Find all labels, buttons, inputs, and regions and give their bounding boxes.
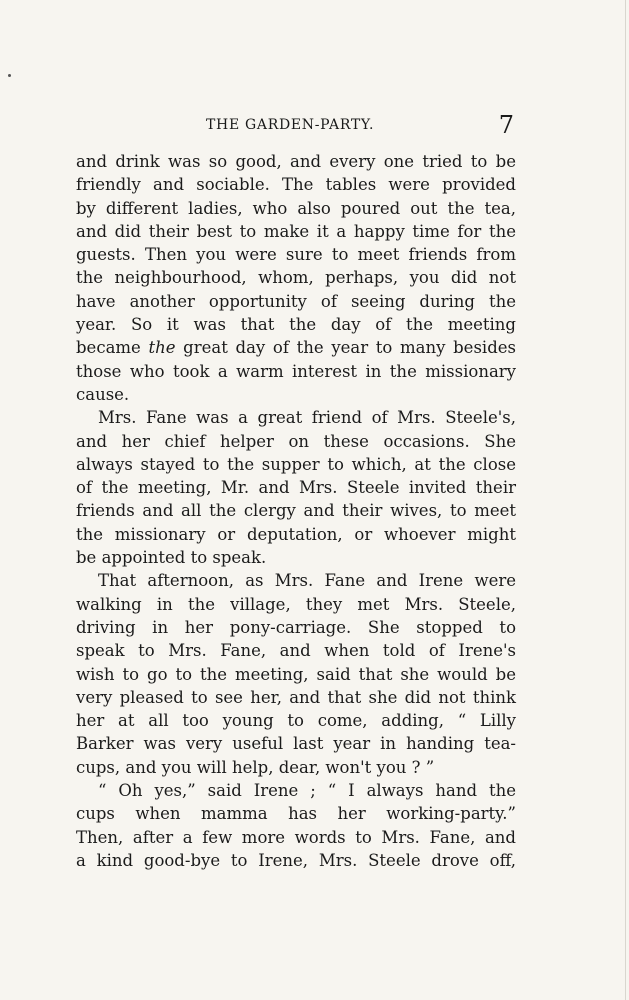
text-line: cause. [76,384,130,404]
text-line: of the meeting, Mr. and Mrs. Steele invited their [76,478,516,498]
text-line: Mrs. Fane was a great friend of Mrs. Steele's, [98,408,516,428]
text-line: the neighbourhood, whom, perhaps, you did not [76,268,516,288]
text-line: friendly and sociable. The tables were provided [76,175,516,195]
text-line: wish to go to the meeting, said that she would be [76,664,516,684]
text-line: cups, and you will help, dear, won't you ? ” [76,757,435,777]
text-line: became the great day of the year to many besides [76,338,516,358]
text-line: always stayed to the supper to which, at the close [76,454,516,474]
text-line: her at all too young to come, adding, “ Lilly [76,711,516,731]
text-line: the missionary or deputation, or whoever might [76,524,516,544]
text-line: and drink was so good, and every one tried to be [76,152,516,171]
page-edge-line [625,0,626,1000]
text-line: “ Oh yes,” said Irene ; “ I always hand the [98,781,516,801]
text-line: a kind good-bye to Irene, Mrs. Steele drove off, [76,850,516,870]
text-line: Then, after a few more words to Mrs. Fane, and [76,827,516,847]
text-line: and her chief helper on these occasions. She [76,431,516,451]
text-line: year. So it was that the day of the meeting [76,315,516,335]
running-head: THE GARDEN-PARTY. [206,117,375,133]
text-line: guests. Then you were sure to meet friends from [76,245,516,265]
text-line: Barker was very useful last year in handing tea- [76,734,516,754]
text-line: and did their best to make it a happy time for the [76,221,516,241]
paper-speck [8,74,11,77]
italic-emphasis: the [148,338,176,358]
text-line: driving in her pony-carriage. She stopped to [76,617,516,637]
text-line: be appointed to speak. [76,548,267,568]
body-text [76,150,516,872]
text-line: speak to Mrs. Fane, and when told of Irene's [76,641,516,661]
text-line: those who took a warm interest in the missionary [76,361,516,381]
text-line: have another opportunity of seeing during the [76,291,516,311]
text-line: cups when mamma has her working-party.” [76,804,516,824]
text-line: very pleased to see her, and that she did not think [76,687,516,707]
page-number: 7 [498,111,514,139]
text-line: That afternoon, as Mrs. Fane and Irene were [98,571,516,591]
page-header [76,113,516,143]
text-line: friends and all the clergy and their wives, to meet [76,501,516,521]
text-line: by different ladies, who also poured out the tea, [76,198,516,218]
text-line: walking in the village, they met Mrs. Steele, [76,594,516,614]
